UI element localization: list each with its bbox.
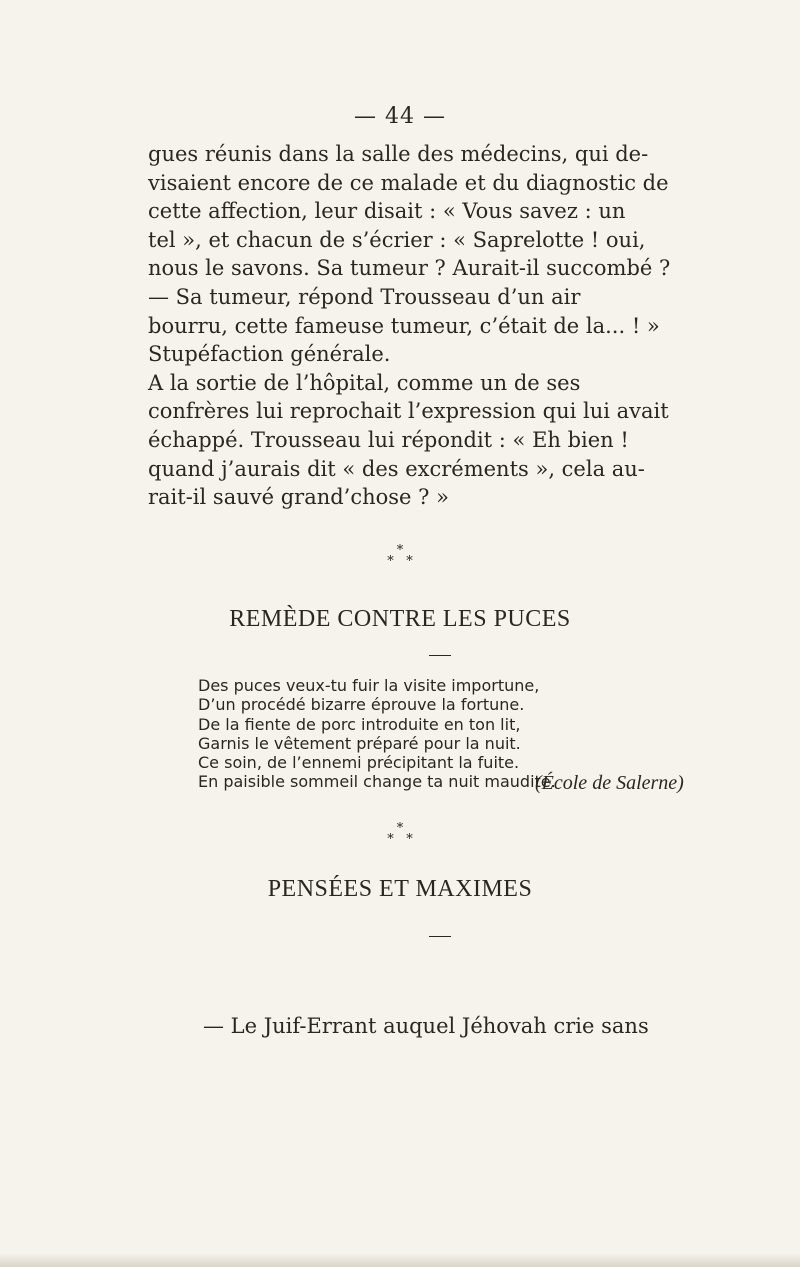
- asterism: [0, 545, 800, 567]
- text-line: quand j’aurais dit « des excréments », cela au-: [148, 456, 645, 481]
- poem-line: En paisible sommeil change ta nuit maudite.: [198, 772, 556, 792]
- text-line: rait-il sauvé grand’chose ? »: [148, 485, 449, 510]
- text-line: gues réunis dans la salle des médecins, qui de-: [148, 142, 649, 166]
- poem-line: De la fiente de porc introduite en ton lit,: [198, 714, 521, 734]
- asterism: [0, 823, 800, 845]
- section-rule: [429, 655, 451, 656]
- asterism-star: *: [387, 554, 394, 569]
- poem-line: Garnis le vêtement préparé pour la nuit.: [198, 733, 521, 753]
- text-line: nous le savons. Sa tumeur ? Aurait-il succombé ?: [148, 256, 671, 281]
- section-title: REMÈDE CONTRE LES PUCES: [229, 606, 571, 632]
- text-line: cette affection, leur disait : « Vous savez : un: [148, 199, 626, 224]
- asterism-star: *: [387, 832, 394, 847]
- asterism-star: *: [396, 543, 404, 558]
- poem-line: Ce soin, de l’ennemi précipitant la fuite.: [198, 753, 520, 773]
- paragraph-2: [148, 369, 708, 512]
- text-line: visaient encore de ce malade et du diagnostic de: [148, 170, 669, 195]
- asterism-star: *: [406, 832, 413, 847]
- text-line: Stupéfaction générale.: [148, 342, 391, 367]
- attribution: (École de Salerne): [535, 772, 684, 794]
- page-number: — 44 —: [354, 104, 446, 129]
- text-line: échappé. Trousseau lui répondit : « Eh bien !: [148, 427, 629, 452]
- text-line: — Le Juif-Errant auquel Jéhovah crie sans: [203, 1014, 649, 1038]
- text-line: — Sa tumeur, répond Trousseau d’un air: [148, 284, 581, 309]
- text-line: confrères lui reprochait l’expression qui lui avait: [148, 399, 669, 424]
- main-text: [148, 140, 708, 512]
- poem-line: D’un procédé bizarre éprouve la fortune.: [198, 695, 525, 715]
- asterism-star: *: [396, 821, 404, 836]
- section-rule: [429, 936, 451, 937]
- paragraph-1: [148, 140, 708, 369]
- section-title: PENSÉES ET MAXIMES: [267, 876, 533, 902]
- text-line: bourru, cette fameuse tumeur, c’était de la... ! »: [148, 313, 660, 338]
- poem-line: Des puces veux-tu fuir la visite importune,: [198, 676, 540, 695]
- text-line: tel », et chacun de s’écrier : « Saprelotte ! oui,: [148, 227, 646, 252]
- text-line: A la sortie de l’hôpital, comme un de ses: [148, 370, 581, 395]
- asterism-star: *: [406, 554, 413, 569]
- page-edge: [0, 1253, 800, 1267]
